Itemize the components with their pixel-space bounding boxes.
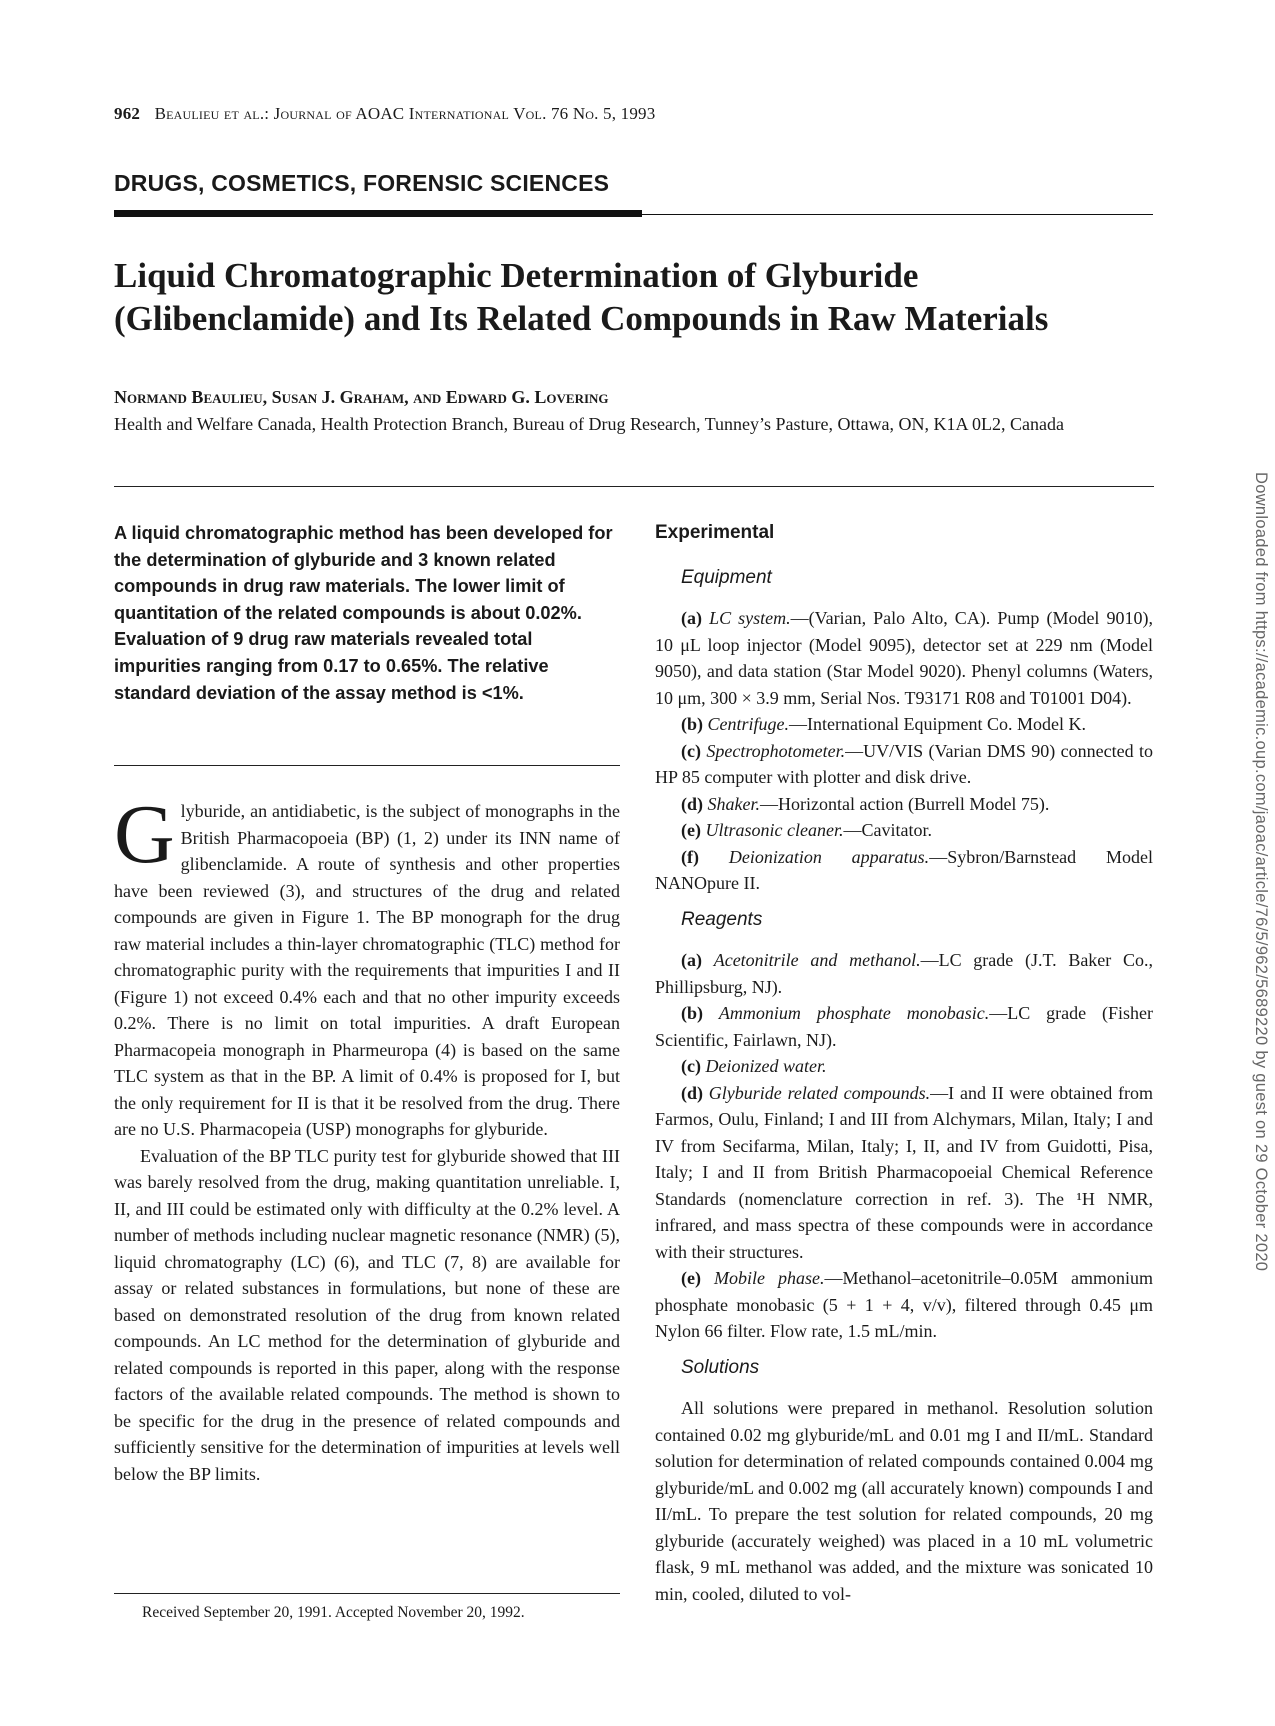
intro-paragraph-1-text: lyburide, an antidiabetic, is the subject of monographs in the British Pharmacopoeia (BP) (1, 2) under its INN name of glibenclamide. A route of synthesis and other properties have been reviewed (3), and structures of the drug and related compounds are given in Figure 1. The BP monograph for the drug raw material includes a thin-layer chromatographic (TLC) method for chromatographic purity with the requirements that impurities I and II (Figure 1) not exceed 0.4% each and that no other impurity exceeds 0.2%. There is no limit on total impurities. A draft European Pharmacopeia monograph in Pharmeuropa (4) is based on the same TLC system as that in the BP. A limit of 0.4% is proposed for I, but the only requirement for II is that it be resolved from the drug. There are no U.S. Pharmacopeia (USP) monographs for glyburide. — [114, 801, 620, 1139]
equipment-item-label: (a) — [681, 608, 702, 628]
reagent-item-text: —LC grade (J.T. Baker Co., Phillipsburg, NJ). — [655, 950, 1153, 997]
footnote-divider — [114, 1593, 620, 1594]
reagent-item-label: (d) — [681, 1082, 703, 1103]
reagent-item-name: Glyburide related compounds. — [708, 1082, 931, 1103]
introduction — [114, 788, 620, 1487]
equipment-item-name: Centrifuge. — [707, 714, 789, 734]
reagent-item — [655, 1080, 1153, 1266]
reagent-item-label: (a) — [681, 950, 702, 970]
journal-citation: Beaulieu et al.: Journal of AOAC International Vol. 76 No. 5, 1993 — [154, 104, 656, 123]
article-title — [114, 254, 1154, 340]
solutions-paragraph: All solutions were prepared in methanol. Resolution solution contained 0.02 mg glyburide/mL and 0.01 mg I and II/mL. Standard solution for determination of related compounds contained 0.004 mg glyburide/mL and 0.002 mg (all accurately known) compounds I and II/mL. To prepare the test solution for related compounds, 20 mg glyburide (accurately weighed) was placed in a 10 mL volumetric flask, 9 mL methanol was added, and the mixture was sonicated 10 min, cooled, diluted to vol- — [655, 1398, 1153, 1604]
equipment-item-text: —Horizontal action (Burrell Model 75). — [760, 793, 1050, 814]
equipment-list — [655, 605, 1153, 897]
section-rule-thick — [114, 210, 642, 217]
received-dates: Received September 20, 1991. Accepted November 20, 1992. — [142, 1604, 525, 1621]
reagent-item-label: (b) — [681, 1003, 703, 1023]
authors: Normand Beaulieu, Susan J. Graham, and Edward G. Lovering — [114, 387, 609, 407]
reagent-item-text: —I and II were obtained from Farmos, Oulu, Finland; I and III from Alchymars, Milan, Italy; I and IV from Secifarma, Milan, Italy; I, II, and IV from Guidotti, Pisa, Italy; I and II from British Pharmacopoeial Chemical Reference Standards (nomenclature correction in ref. 3). The ¹H NMR, infrared, and mass spectra of these compounds were in accordance with their structures. — [655, 1082, 1154, 1262]
experimental-column — [655, 520, 1153, 1607]
equipment-item-label: (d) — [681, 793, 703, 814]
equipment-item-text: —Sybron/Barnstead Model NANOpure II. — [655, 846, 1154, 893]
reagents-heading: Reagents — [681, 908, 763, 930]
equipment-item — [655, 791, 1153, 818]
intro-paragraph-1 — [114, 788, 620, 1143]
download-watermark — [1248, 472, 1272, 1432]
equipment-item-name: Shaker. — [707, 793, 760, 814]
equipment-item — [655, 711, 1153, 738]
equipment-item-label: (f) — [681, 846, 699, 867]
equipment-item-name: Deionization apparatus. — [728, 846, 930, 867]
reagent-item-name: Ammonium phosphate monobasic. — [718, 1003, 990, 1023]
section-heading: DRUGS, COSMETICS, FORENSIC SCIENCES — [114, 170, 610, 196]
section-rule-thin — [642, 214, 1153, 215]
reagents-list — [655, 947, 1153, 1345]
reagent-item-text: —LC grade (Fisher Scientific, Fairlawn, NJ). — [655, 1003, 1154, 1050]
affiliation: Health and Welfare Canada, Health Protection Branch, Bureau of Drug Research, Tunney’s Pasture, Ottawa, ON, K1A 0L2, Canada — [114, 414, 1064, 434]
experimental-heading: Experimental — [655, 522, 775, 543]
reagent-item-text: —Methanol–acetonitrile–0.05M ammonium phosphate monobasic (5 + 1 + 4, v/v), filtered through 0.45 μm Nylon 66 filter. Flow rate, 1.5 mL/min. — [655, 1268, 1153, 1341]
title-line-1: Liquid Chromatographic Determination of Glyburide — [114, 256, 919, 295]
abstract-divider — [114, 765, 620, 766]
reagent-item — [655, 947, 1153, 1000]
header-divider — [114, 486, 1154, 487]
reagent-item-name: Deionized water. — [705, 1056, 827, 1076]
equipment-item — [655, 605, 1153, 711]
equipment-item-label: (e) — [681, 820, 701, 840]
reagent-item-label: (e) — [681, 1268, 701, 1288]
equipment-item-name: LC system. — [709, 608, 791, 628]
equipment-item-label: (c) — [681, 740, 701, 761]
equipment-item — [655, 844, 1153, 897]
title-line-2: (Glibenclamide) and Its Related Compounds in Raw Materials — [114, 299, 1049, 338]
reagent-item-name: Mobile phase. — [714, 1268, 825, 1288]
equipment-item-text: —Cavitator. — [843, 820, 932, 840]
equipment-item — [655, 738, 1153, 791]
solutions-heading: Solutions — [681, 1356, 760, 1378]
reagent-item — [655, 1265, 1153, 1345]
intro-paragraph-2: Evaluation of the BP TLC purity test for glyburide showed that III was barely resolved from the drug, making quantitation unreliable. I, II, and III could be estimated only with difficulty at the 0.2% level. A number of methods including nuclear magnetic resonance (NMR) (5), liquid chromatography (LC) (6), and TLC (7, 8) are available for assay or related substances in formulations, but none of these are based on demonstrated resolution of the drug from known related compounds. An LC method for the determination of glyburide and related compounds is reported in this paper, along with the response factors of the available related compounds. The method is shown to be specific for the drug in the presence of related compounds and sufficiently sensitive for the determination of impurities at levels well below the BP limits. — [114, 1145, 620, 1484]
reagent-item — [655, 1000, 1153, 1053]
equipment-item — [655, 817, 1153, 844]
reagent-item-name: Acetonitrile and methanol. — [713, 950, 921, 970]
equipment-item-label: (b) — [681, 714, 703, 734]
equipment-item-text: —International Equipment Co. Model K. — [789, 714, 1086, 734]
page-number: 962 — [114, 104, 141, 123]
equipment-heading: Equipment — [681, 566, 772, 588]
watermark-text: Downloaded from https://academic.oup.com/jaoac/article/76/5/962/5689220 by guest on 29 October 2020 — [1252, 472, 1270, 1272]
abstract: A liquid chromatographic method has been developed for the determination of glyburide and 3 known related compounds in drug raw materials. The lower limit of quantitation of the related compounds is about 0.02%. Evaluation of 9 drug raw materials revealed total impurities ranging from 0.17 to 0.65%. The relative standard deviation of the assay method is <1%. — [114, 523, 613, 703]
reagent-item-label: (c) — [681, 1056, 701, 1076]
equipment-item-name: Spectrophotometer. — [706, 740, 846, 761]
drop-cap: G — [114, 788, 175, 881]
equipment-item-text: —(Varian, Palo Alto, CA). Pump (Model 9010), 10 μL loop injector (Model 9095), detector set at 229 nm (Model 9050), and data station (Star Model 9020). Phenyl columns (Waters, 10 μm, 300 × 3.9 mm, Serial Nos. T93171 R08 and T01001 D04). — [655, 608, 1153, 708]
reagent-item — [655, 1053, 1153, 1080]
equipment-item-text: —UV/VIS (Varian DMS 90) connected to HP 85 computer with plotter and disk drive. — [655, 740, 1153, 787]
running-head — [114, 104, 655, 124]
equipment-item-name: Ultrasonic cleaner. — [705, 820, 844, 840]
